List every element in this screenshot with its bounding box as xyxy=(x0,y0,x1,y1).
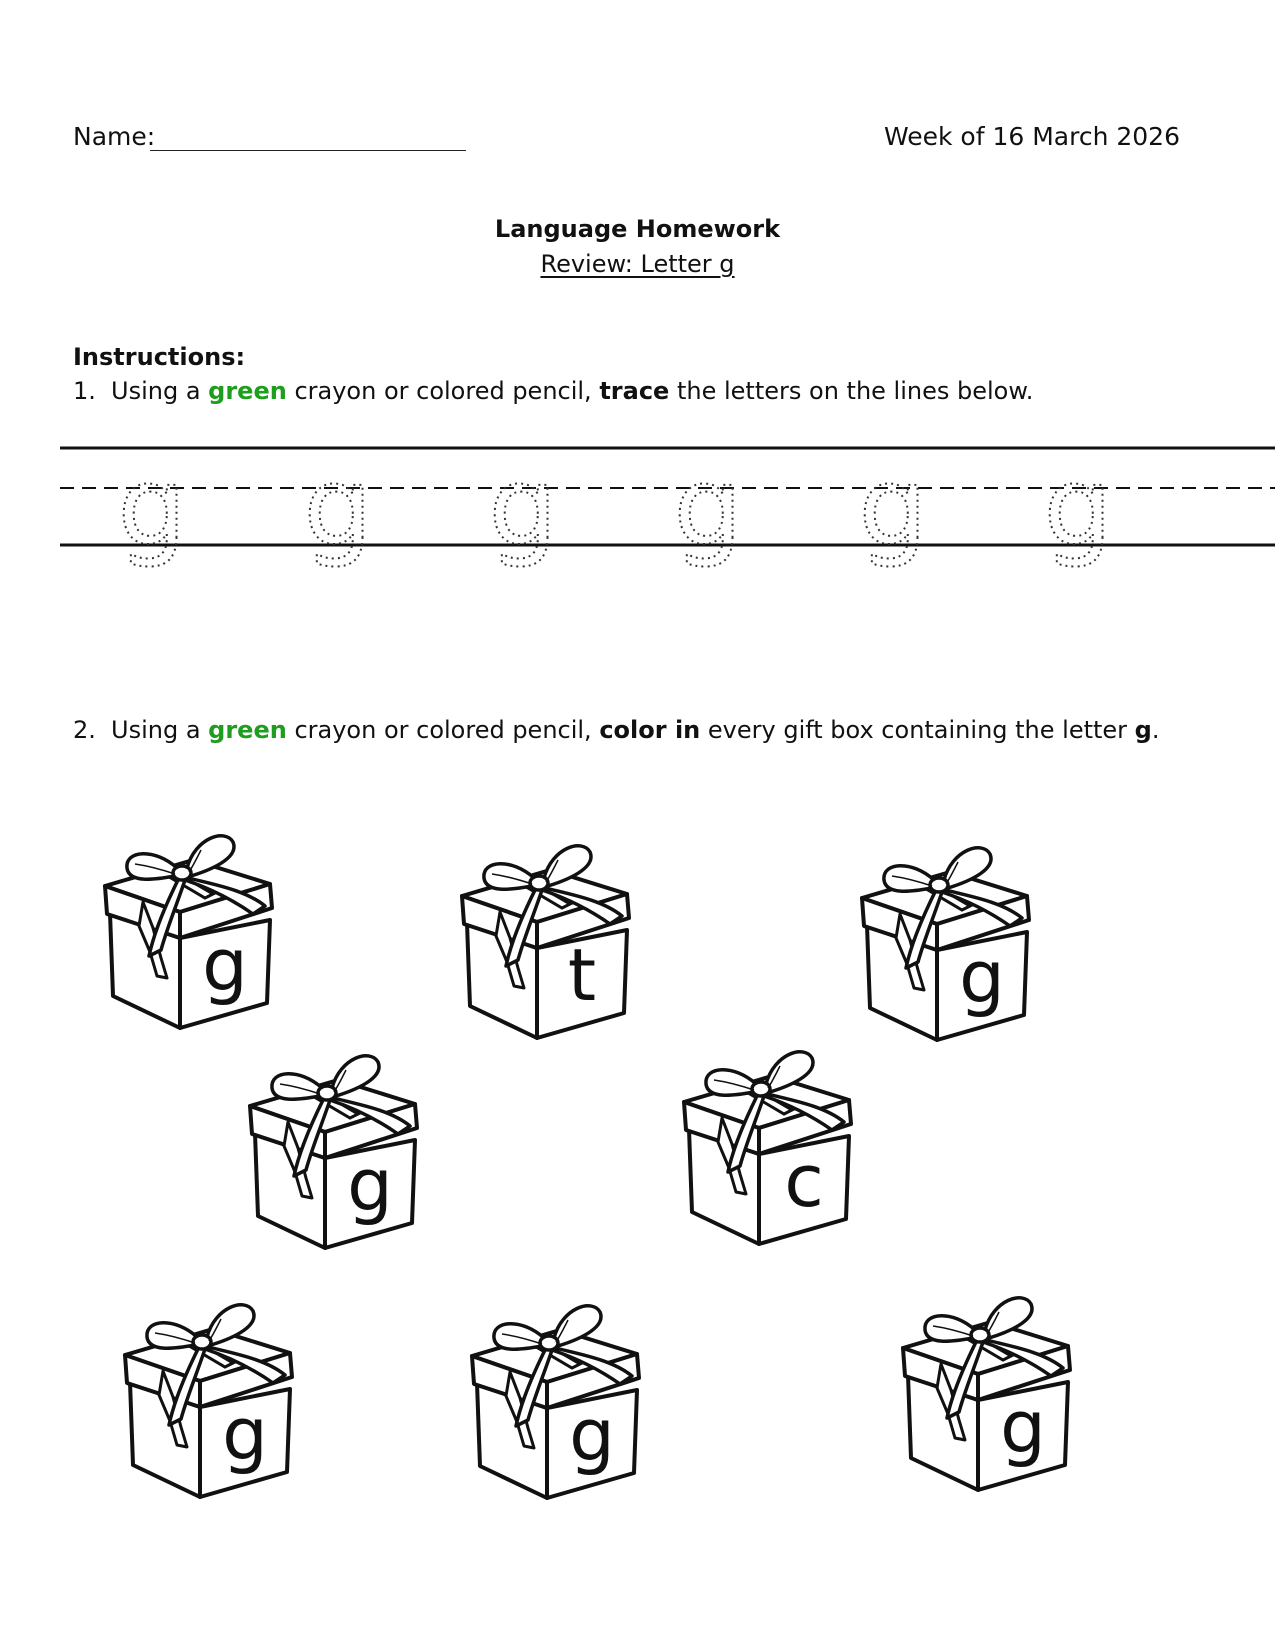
gift-box-7[interactable] xyxy=(472,1306,639,1498)
page-subtitle: Review: Letter g xyxy=(540,250,735,278)
week-date: Week of 16 March 2026 xyxy=(883,122,1180,151)
gift-box-letter: g xyxy=(1000,1385,1046,1469)
trace-letter-6[interactable]: g xyxy=(1043,445,1113,570)
gift-box-1[interactable] xyxy=(105,836,272,1028)
gift-box-letter: c xyxy=(784,1139,824,1223)
name-label: Name: xyxy=(73,122,156,151)
tracing-area[interactable] xyxy=(0,440,1275,600)
gift-box-letter: g xyxy=(347,1143,393,1227)
gift-box-8[interactable] xyxy=(903,1298,1070,1490)
gift-box-2[interactable] xyxy=(462,846,629,1038)
step-text: the letters on the lines below. xyxy=(669,377,1034,405)
instruction-step-1 xyxy=(73,377,1033,405)
gift-box-letter: g xyxy=(202,923,248,1007)
gift-box-letter: g xyxy=(569,1393,615,1477)
step-text: . xyxy=(1151,716,1160,744)
bold-letter: g xyxy=(1134,716,1152,744)
step-text: Using a xyxy=(111,716,209,744)
trace-letter-2[interactable]: g xyxy=(303,445,373,570)
green-word: green xyxy=(208,377,287,405)
gift-box-icon xyxy=(462,846,629,1038)
step-number: 1. xyxy=(73,377,96,405)
gift-box-icon xyxy=(684,1052,851,1244)
step-number: 2. xyxy=(73,716,96,744)
page-title: Language Homework xyxy=(494,215,781,243)
gift-box-letter: g xyxy=(222,1392,268,1476)
gift-box-5[interactable] xyxy=(684,1052,851,1244)
green-word: green xyxy=(208,716,287,744)
trace-letter-3[interactable]: g xyxy=(488,445,558,570)
instructions-label: Instructions: xyxy=(73,343,246,371)
gift-box-letter: g xyxy=(959,935,1005,1019)
trace-letter-1[interactable]: g xyxy=(117,445,187,570)
gift-box-letter: t xyxy=(567,933,597,1017)
gift-box-3[interactable] xyxy=(862,848,1029,1040)
name-write-line[interactable] xyxy=(150,150,466,151)
step-text: Using a xyxy=(111,377,209,405)
gift-box-4[interactable] xyxy=(250,1056,417,1248)
trace-letter-4[interactable]: g xyxy=(673,445,743,570)
gift-box-6[interactable] xyxy=(125,1305,292,1497)
step-text: crayon or colored pencil, xyxy=(286,377,600,405)
bold-word: trace xyxy=(599,377,670,405)
step-text: crayon or colored pencil, xyxy=(286,716,600,744)
step-text: every gift box containing the letter xyxy=(700,716,1135,744)
bold-word: color in xyxy=(599,716,701,744)
trace-letter-5[interactable]: g xyxy=(858,445,928,570)
instruction-step-2 xyxy=(73,716,1160,744)
